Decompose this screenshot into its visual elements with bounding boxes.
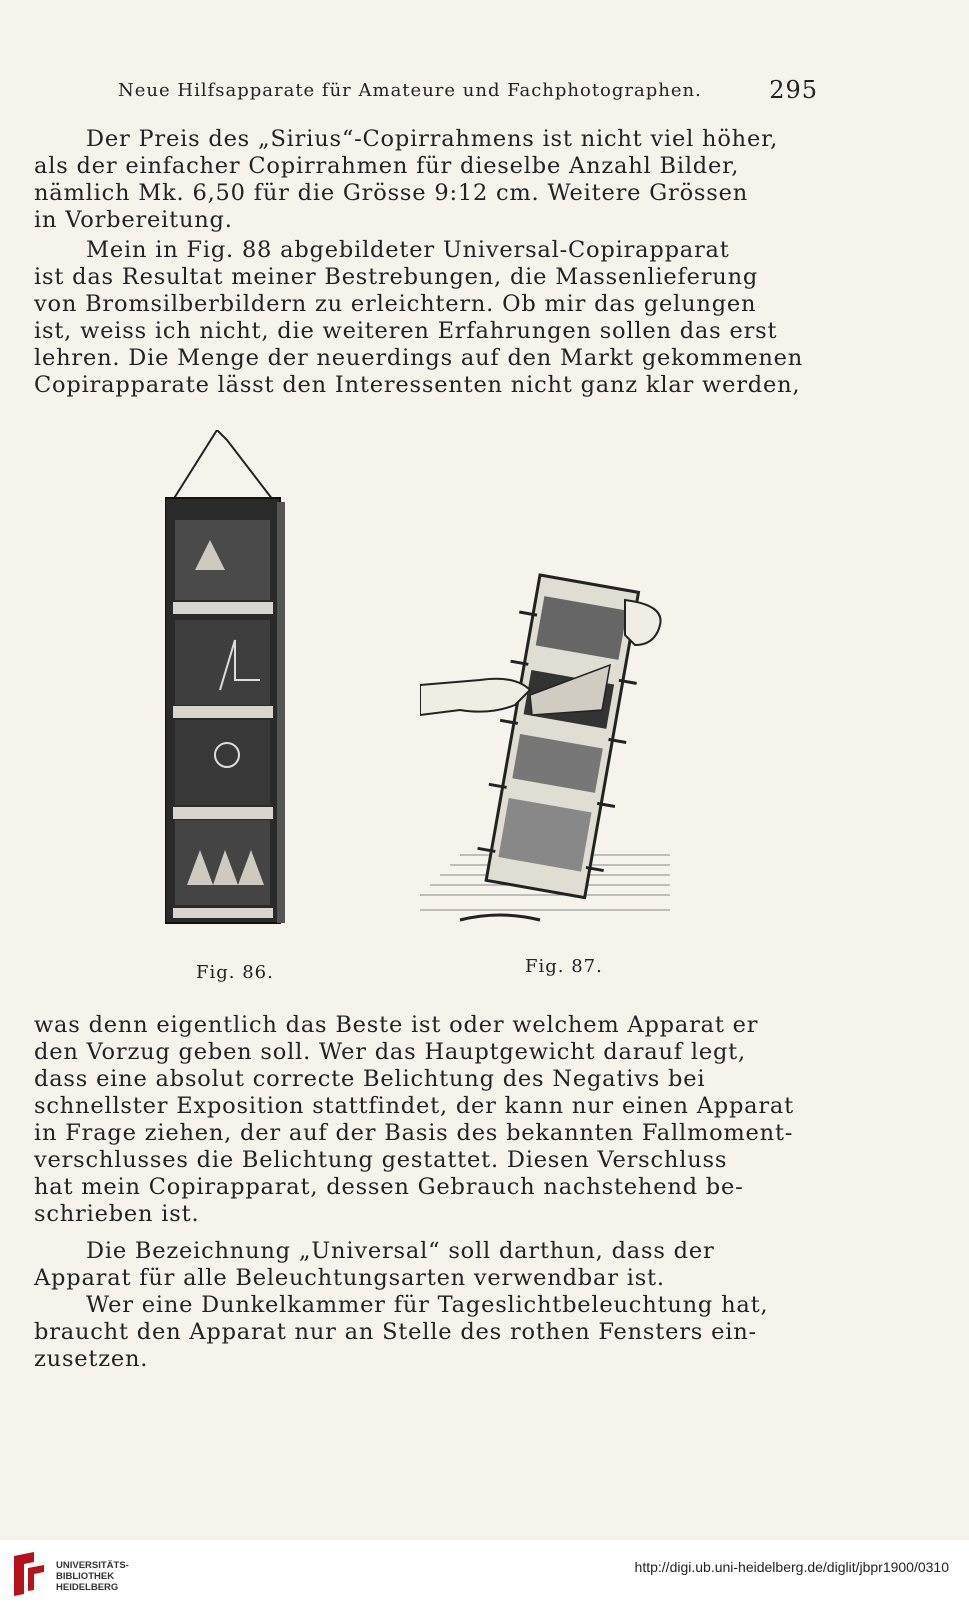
text-line: Der Preis des „Sirius“-Copirrahmens ist nicht viel höher,: [86, 126, 779, 152]
text-line: lehren. Die Menge der neuerdings auf den Markt gekommenen: [34, 345, 804, 371]
paragraph-5: [34, 1292, 824, 1373]
text-line: von Bromsilberbildern zu erleichtern. Ob mir das gelungen: [34, 291, 757, 317]
text-line: in Vorbereitung.: [34, 207, 233, 233]
paragraph-1: [34, 126, 824, 234]
figure-86-caption: Fig. 86.: [196, 962, 274, 983]
text-line: ist das Resultat meiner Bestrebungen, die Massenlieferung: [34, 264, 759, 290]
hanging-frame-drawing: [165, 430, 295, 950]
text-line: ist, weiss ich nicht, die weiteren Erfahrungen sollen das erst: [34, 318, 778, 344]
figure-87-illustration: [420, 565, 670, 945]
text-line: den Vorzug geben soll. Wer das Hauptgewicht darauf legt,: [34, 1039, 746, 1065]
text-line: verschlusses die Belichtung gestattet. Diesen Verschluss: [34, 1147, 728, 1173]
library-name-line: HEIDELBERG: [56, 1582, 119, 1593]
text-line: was denn eigentlich das Beste ist oder welchem Apparat er: [34, 1012, 759, 1038]
text-line: dass eine absolut correcte Belichtung des Negativs bei: [34, 1066, 706, 1092]
text-line: als der einfacher Copirrahmen für dieselbe Anzahl Bilder,: [34, 153, 740, 179]
digitization-footer: [0, 1540, 969, 1611]
text-line: zusetzen.: [34, 1346, 149, 1372]
page-number: 295: [769, 76, 818, 104]
paragraph-3: [34, 1012, 824, 1228]
text-line: schnellster Exposition stattfindet, der kann nur einen Apparat: [34, 1093, 794, 1119]
figure-87-caption: Fig. 87.: [525, 956, 603, 977]
text-line: Mein in Fig. 88 abgebildeter Universal-Copirapparat: [86, 237, 730, 263]
paragraph-4: [34, 1238, 824, 1292]
figure-86-illustration: [165, 430, 295, 950]
text-line: in Frage ziehen, der auf der Basis des bekannten Fallmoment-: [34, 1120, 794, 1146]
text-line: nämlich Mk. 6,50 für die Grösse 9:12 cm. Weitere Grössen: [34, 180, 749, 206]
text-line: schrieben ist.: [34, 1201, 200, 1227]
running-header: [118, 76, 818, 106]
source-url-link[interactable]: http://digi.ub.uni-heidelberg.de/diglit/jbpr1900/0310: [634, 1559, 949, 1575]
library-name-line: UNIVERSITÄTS-: [56, 1560, 129, 1571]
text-line: Wer eine Dunkelkammer für Tageslichtbeleuchtung hat,: [86, 1292, 769, 1318]
running-title: Neue Hilfsapparate für Amateure und Fachphotographen.: [118, 80, 702, 101]
text-line: braucht den Apparat nur an Stelle des rothen Fensters ein-: [34, 1319, 757, 1345]
text-line: Apparat für alle Beleuchtungsarten verwendbar ist.: [34, 1265, 665, 1291]
library-logo-icon: [10, 1550, 50, 1600]
library-name: [56, 1560, 129, 1593]
text-line: Copirapparate lässt den Interessenten nicht ganz klar werden,: [34, 372, 801, 398]
handheld-frame-drawing: [420, 565, 670, 945]
library-name-line: BIBLIOTHEK: [56, 1571, 115, 1582]
paragraph-2: [34, 237, 824, 399]
text-line: hat mein Copirapparat, dessen Gebrauch nachstehend be-: [34, 1174, 744, 1200]
text-line: Die Bezeichnung „Universal“ soll darthun, dass der: [86, 1238, 715, 1264]
